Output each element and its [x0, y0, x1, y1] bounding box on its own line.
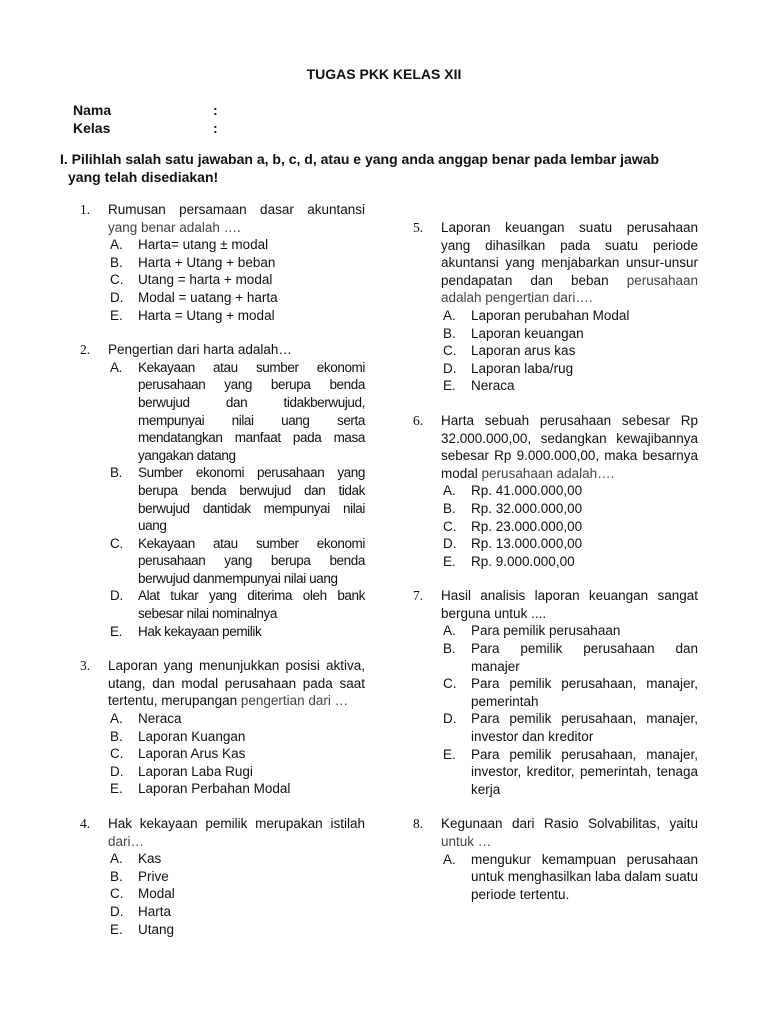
- question-stem: [441, 412, 698, 482]
- question-text: Pengertian dari harta adalah…: [108, 342, 292, 358]
- option-letter: D.: [110, 763, 124, 779]
- answer-option: [108, 254, 365, 272]
- option-text: Laporan Arus Kas: [138, 746, 246, 762]
- answer-option: [441, 535, 698, 553]
- option-text: Neraca: [471, 378, 515, 394]
- question-block: [80, 201, 365, 324]
- option-letter: B.: [110, 728, 123, 744]
- answer-options: [108, 359, 365, 641]
- question-text-tail: pengertian dari …: [240, 693, 349, 709]
- option-letter: B.: [110, 254, 123, 270]
- answer-option: [108, 271, 365, 289]
- option-text: Laporan perubahan Modal: [471, 307, 630, 323]
- option-text: Harta + Utang + beban: [138, 254, 276, 270]
- option-text: Laporan Kuangan: [138, 728, 246, 744]
- answer-option: [441, 710, 698, 745]
- instruction-line-2: yang telah disediakan!: [68, 169, 219, 185]
- name-colon: :: [213, 102, 218, 118]
- answer-option: [108, 921, 365, 939]
- option-text: Utang: [138, 921, 175, 937]
- option-text: mengukur kemampuan perusahaan untuk menghasilkan laba dalam suatu periode tertentu.: [471, 851, 698, 902]
- answer-option: [108, 307, 365, 325]
- option-letter: E.: [443, 553, 456, 569]
- question-text-tail: perusahaan adalah….: [481, 465, 615, 481]
- question-number: 5.: [413, 220, 424, 235]
- option-letter: A.: [110, 237, 123, 253]
- option-text: Laporan Laba Rugi: [138, 763, 253, 779]
- answer-option: [441, 377, 698, 395]
- option-letter: C.: [443, 518, 457, 534]
- option-letter: E.: [110, 307, 123, 323]
- question-block: [413, 815, 698, 903]
- question-number: 7.: [413, 588, 424, 604]
- answer-option: [108, 903, 365, 921]
- question-number: 4.: [80, 816, 91, 831]
- option-letter: C.: [110, 535, 123, 551]
- left-question-column: [80, 201, 365, 955]
- answer-options: [108, 850, 365, 938]
- option-letter: D.: [443, 536, 457, 552]
- option-text: Alat tukar yang diterima oleh bank sebesar nilai nominalnya: [138, 588, 365, 622]
- option-text: Rp. 23.000.000,00: [471, 518, 583, 534]
- question-number: 8.: [413, 816, 424, 832]
- question-stem: [108, 657, 365, 710]
- question-text-tail: perusahaan adalah pengertian dari….: [441, 272, 698, 306]
- question-number: 1.: [80, 202, 91, 217]
- question-stem: [441, 587, 698, 622]
- option-letter: C.: [110, 746, 124, 762]
- option-text: Rp. 13.000.000,00: [471, 536, 583, 552]
- answer-option: [108, 623, 365, 641]
- question-text: Laporan keuangan suatu perusahaan yang dihasilkan pada suatu periode akuntansi yang menjabarkan unsur-unsur pendapatan dan beban: [441, 220, 698, 288]
- option-letter: E.: [443, 746, 456, 762]
- answer-option: [441, 360, 698, 378]
- question-text: Hak kekayaan pemilik merupakan istilah: [108, 816, 365, 831]
- option-text: Hak kekayaan pemilik: [138, 623, 262, 639]
- answer-option: [441, 342, 698, 360]
- question-block: [413, 587, 698, 798]
- page-title: TUGAS PKK KELAS XII: [306, 66, 462, 82]
- option-text: Para pemilik perusahaan, manajer, pemerintah: [471, 676, 698, 709]
- option-letter: D.: [443, 711, 457, 727]
- answer-option: [108, 745, 365, 763]
- option-letter: E.: [110, 623, 122, 639]
- option-letter: C.: [110, 272, 124, 288]
- answer-option: [108, 535, 365, 588]
- option-letter: B.: [443, 641, 456, 657]
- option-letter: D.: [443, 360, 457, 376]
- answer-option: [108, 587, 365, 622]
- option-letter: E.: [110, 921, 123, 937]
- answer-option: [108, 850, 365, 868]
- option-text: Modal = uatang + harta: [138, 289, 278, 305]
- question-text: Kegunaan dari Rasio Solvabilitas, yaitu: [441, 816, 698, 832]
- option-letter: B.: [443, 325, 456, 341]
- instruction: [60, 150, 720, 186]
- answer-option: [108, 868, 365, 886]
- answer-option: [108, 728, 365, 746]
- answer-option: [441, 553, 698, 571]
- question-text: Laporan yang menunjukkan posisi aktiva, utang, dan modal perusahaan pada saat tertentu, merupangan: [108, 658, 365, 709]
- option-text: Para pemilik perusahaan, manajer, investor, kreditor, pemerintah, tenaga kerja: [471, 746, 698, 797]
- option-text: Modal: [138, 886, 175, 902]
- class-colon: :: [213, 120, 218, 136]
- option-text: Rp. 41.000.000,00: [471, 483, 583, 499]
- option-letter: D.: [110, 903, 124, 919]
- class-label: Kelas: [73, 120, 111, 136]
- question-number: 3.: [80, 658, 91, 674]
- answer-option: [108, 710, 365, 728]
- option-text: Utang = harta + modal: [138, 272, 273, 288]
- answer-option: [441, 622, 698, 640]
- instruction-line-1: I. Pilihlah salah satu jawaban a, b, c, d, atau e yang anda anggap benar pada lembar jawab: [60, 151, 660, 167]
- option-text: Para pemilik perusahaan dan manajer: [471, 641, 698, 674]
- option-letter: B.: [110, 465, 122, 481]
- question-block: [413, 219, 698, 395]
- answer-option: [108, 236, 365, 254]
- question-text-tail: dari…: [108, 833, 145, 849]
- option-letter: A.: [110, 359, 122, 375]
- question-stem: [108, 815, 365, 850]
- option-text: Harta= utang ± modal: [138, 237, 269, 253]
- question-block: [80, 341, 365, 640]
- option-text: Kas: [138, 851, 162, 867]
- option-text: Rp. 9.000.000,00: [471, 553, 575, 569]
- answer-options: [441, 622, 698, 798]
- answer-options: [441, 851, 698, 904]
- option-text: Laporan Perbahan Modal: [138, 781, 291, 797]
- question-stem: [108, 341, 365, 359]
- option-letter: D.: [110, 588, 123, 604]
- option-text: Kekayaan atau sumber ekonomi perusahaan yang berupa benda berwujud danmempunyai nilai uang: [138, 535, 365, 586]
- question-text: Hasil analisis laporan keuangan sangat berguna untuk ....: [441, 588, 698, 621]
- answer-option: [108, 763, 365, 781]
- option-letter: A.: [443, 483, 456, 499]
- option-letter: C.: [443, 343, 457, 359]
- answer-option: [441, 675, 698, 710]
- question-number: 2.: [80, 342, 91, 358]
- answer-option: [441, 482, 698, 500]
- option-letter: A.: [443, 623, 456, 639]
- option-letter: C.: [443, 676, 457, 692]
- option-text: Rp. 32.000.000,00: [471, 500, 583, 516]
- answer-option: [108, 359, 365, 465]
- answer-option: [441, 746, 698, 799]
- option-text: Harta: [138, 903, 172, 919]
- question-text: Rumusan persamaan dasar akuntansi: [108, 202, 365, 217]
- option-letter: A.: [443, 851, 456, 867]
- option-letter: B.: [443, 500, 456, 516]
- question-block: [413, 412, 698, 570]
- answer-option: [441, 640, 698, 675]
- name-label: Nama: [73, 102, 112, 118]
- question-text: Harta sebuah perusahaan sebesar Rp 32.000.000,00, sedangkan kewajibannya sebesar Rp 9.000.000,00, maka besarnya modal: [441, 412, 698, 481]
- question-block: [80, 657, 365, 798]
- option-letter: D.: [110, 289, 124, 305]
- name-field: [73, 102, 218, 118]
- answer-option: [108, 289, 365, 307]
- answer-option: [441, 325, 698, 343]
- question-block: [80, 815, 365, 938]
- class-field: [73, 120, 218, 136]
- option-text: Para pemilik perusahaan: [471, 623, 621, 639]
- answer-option: [108, 885, 365, 903]
- option-text: Harta = Utang + modal: [138, 307, 275, 323]
- option-text: Sumber ekonomi perusahaan yang berupa benda berwujud dan tidak berwujud dantidak mempunyai nilai uang: [138, 465, 365, 534]
- option-letter: A.: [110, 711, 123, 727]
- answer-option: [441, 500, 698, 518]
- option-letter: C.: [110, 886, 124, 902]
- right-question-column: [413, 219, 698, 920]
- answer-option: [441, 307, 698, 325]
- option-text: Prive: [138, 868, 169, 884]
- question-text-tail: yang benar adalah ….: [108, 219, 241, 235]
- option-letter: A.: [110, 851, 123, 867]
- question-number: 6.: [413, 412, 424, 428]
- question-text-tail: untuk …: [441, 834, 492, 849]
- answer-option: [441, 518, 698, 536]
- answer-options: [441, 482, 698, 570]
- answer-option: [108, 780, 365, 798]
- question-stem: [108, 201, 365, 236]
- answer-option: [441, 851, 698, 904]
- option-letter: A.: [443, 307, 456, 323]
- question-stem: [441, 815, 698, 850]
- option-text: Laporan arus kas: [471, 343, 576, 359]
- question-stem: [441, 219, 698, 307]
- option-text: Para pemilik perusahaan, manajer, investor dan kreditor: [471, 711, 698, 745]
- option-letter: B.: [110, 868, 123, 884]
- answer-option: [108, 464, 365, 534]
- option-letter: E.: [110, 781, 123, 797]
- option-text: Laporan keuangan: [471, 325, 584, 341]
- option-letter: E.: [443, 378, 456, 394]
- option-text: Kekayaan atau sumber ekonomi perusahaan yang berupa benda berwujud dan tidakberwujud, mempunyai nilai uang serta mendatangkan manfaat pada masa yangakan datang: [138, 359, 365, 463]
- answer-options: [441, 307, 698, 395]
- option-text: Laporan laba/rug: [471, 360, 574, 376]
- option-text: Neraca: [138, 711, 182, 727]
- answer-options: [108, 710, 365, 798]
- answer-options: [108, 236, 365, 324]
